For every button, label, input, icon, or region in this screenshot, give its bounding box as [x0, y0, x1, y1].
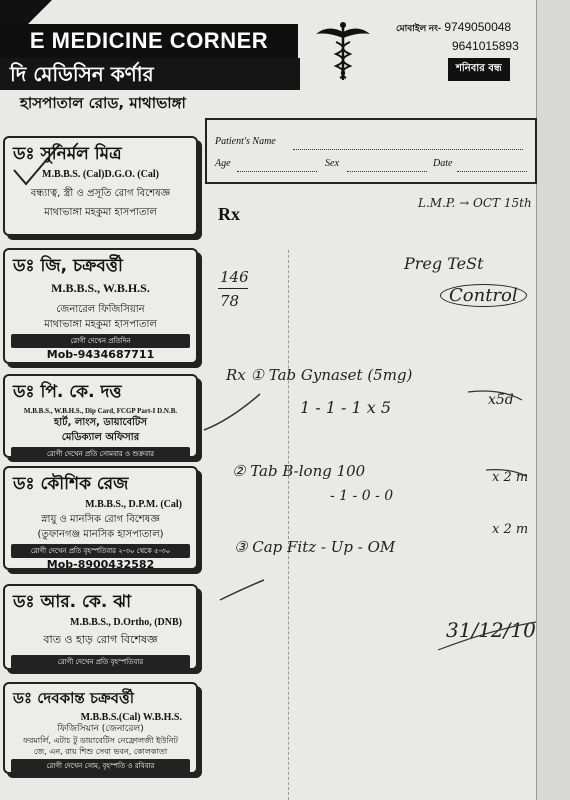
clinic-name-bengali: দি মেডিসিন কর্ণার [0, 58, 300, 90]
phone-number-2: 9641015893 [452, 39, 519, 53]
doctor-specialty: ফিজিসিয়ান (জেনারেল) [57, 724, 144, 734]
doctor-degree: M.B.B.S. (Cal)D.G.O. (Cal) [42, 169, 159, 180]
doctor-hospital: মাথাভাঙ্গা মহকুমা হাসপাতাল [44, 319, 157, 330]
date-line [457, 170, 527, 172]
doctor-name: ডঃ জি, চক্রবর্ত্তী [13, 256, 123, 276]
handwritten-control: Control [440, 284, 527, 307]
phone-label: মোবাইল নং- [396, 23, 442, 33]
date-label: Date [433, 158, 453, 169]
doctor-schedule: রোগী দেখেন প্রতি সোমবার ও শুক্রবার [11, 447, 190, 461]
clinic-address: হাসপাতাল রোড, মাথাভাঙ্গা [20, 94, 186, 112]
doctor-hospital: মাথাভাঙ্গা মহকুমা হাসপাতাল [44, 207, 157, 218]
age-line [237, 170, 317, 172]
doctor-card [3, 466, 198, 570]
doctor-name: ডঃ পি. কে. দত্ত [13, 382, 122, 402]
doctor-degree: M.B.B.S.(Cal) W.B.H.S. [80, 712, 182, 723]
doctor-schedule: রোগী দেখেন প্রতি বৃহস্পতিবার ২-৩০ থেকে ৫-৩০ [11, 544, 190, 558]
patient-name-label: Patient's Name [215, 136, 276, 147]
handwritten-bp-diastolic: 78 [220, 292, 240, 310]
doctor-degree: M.B.B.S., W.B.H.S., Dip Card, FCGP Part-I D.N.B. [23, 407, 178, 415]
doctor-specialty: বাত ও হাড় রোগ বিশেষজ্ঞ [43, 633, 158, 646]
rx-symbol: Rx [218, 204, 240, 224]
handwritten-med3: ③ Cap Fitz - Up - OM [234, 538, 396, 556]
handwritten-med3-days: x 2 m [492, 522, 529, 537]
sex-line [347, 170, 427, 172]
handwritten-date: 31/12/10 [446, 618, 536, 642]
tick-mark-icon [6, 140, 66, 190]
doctor-specialty: হার্ট, লাংস, ডায়াবেটিস [54, 417, 147, 428]
age-label: Age [215, 158, 231, 169]
doctor-degree: M.B.B.S., W.B.H.S. [51, 281, 150, 295]
doctor-card [3, 374, 198, 458]
doctor-specialty: জেনারেল ফিজিসিয়ান [56, 304, 145, 315]
doctor-specialty: স্নায়ু ও মানসিক রোগ বিশেষজ্ঞ [41, 514, 160, 525]
doctor-degree: M.B.B.S., D.Ortho, (DNB) [70, 617, 182, 628]
doctor-specialty: বন্ধ্যাত্ব, স্ত্রী ও প্রসূতি রোগ বিশেষজ্ঞ [30, 188, 171, 199]
handwritten-med2: ② Tab B-long 100 [232, 462, 366, 480]
handwritten-med1: Rx ① Tab Gynaset (5mg) [226, 366, 413, 384]
doctor-hospital: (তুফানগঞ্জ মানসিক হাসপাতাল) [37, 529, 164, 540]
doctor-mobile: Mob-8900432582 [46, 558, 155, 571]
handwritten-med1-dose: 1 - 1 - 1 x 5 [300, 398, 392, 417]
bp-fraction-bar [218, 288, 248, 289]
clinic-name-english: E MEDICINE CORNER [0, 24, 298, 60]
doctor-mobile: Mob-9434687711 [46, 348, 155, 361]
doctor-name: ডঃ কৌশিক রেজ [13, 474, 129, 494]
doctor-name: ডঃ আর. কে. ঝা [13, 592, 132, 612]
closed-day-badge: শনিবার বন্ধ [448, 58, 510, 81]
doctor-card [3, 682, 198, 774]
doctor-former-unit: ফরমার্লি, এটাচ টু ডায়াবেটিস নেফ্রোলজী ইউনিট [23, 736, 178, 745]
handwritten-preg-test: Preg TeSt [404, 254, 484, 273]
phone-number-1: 9749050048 [444, 20, 512, 34]
paper-edge [536, 0, 570, 800]
doctor-former-hospital: জে, এন, রায় শিশু সেবা ভবন, কোলকাতা [33, 747, 168, 756]
doctor-schedule: রোগী দেখেন প্রতিদিন [11, 334, 190, 348]
doctor-name: ডঃ দেবকান্ত চক্রবর্ত্তী [13, 689, 134, 707]
handwritten-med1-days: x5d [488, 392, 514, 408]
handwritten-bp-systolic: 146 [220, 268, 249, 286]
patient-name-line [293, 148, 523, 150]
clinic-phones [396, 18, 519, 55]
doctor-card [3, 584, 198, 670]
patient-details-box [205, 118, 537, 184]
doctor-role: মেডিক্যাল অফিসার [61, 432, 140, 443]
caduceus-icon [312, 20, 374, 82]
doctor-schedule: রোগী দেখেন সোম, বৃহস্পতি ও রবিবার [11, 759, 190, 773]
doctor-name: ডঃ সুনির্মল মিত্র [13, 144, 122, 164]
doctor-degree: M.B.B.S., D.P.M. (Cal) [85, 499, 182, 510]
sex-label: Sex [325, 158, 339, 169]
doctor-schedule: রোগী দেখেন প্রতি বৃহস্পতিবার [11, 655, 190, 669]
handwritten-med2-dose: - 1 - 0 - 0 [330, 488, 394, 504]
handwritten-lmp: L.M.P. → OCT 15th [418, 196, 532, 210]
doctor-card [3, 248, 198, 364]
pen-strokes [200, 380, 540, 680]
handwritten-med2-days: x 2 m [492, 470, 529, 485]
